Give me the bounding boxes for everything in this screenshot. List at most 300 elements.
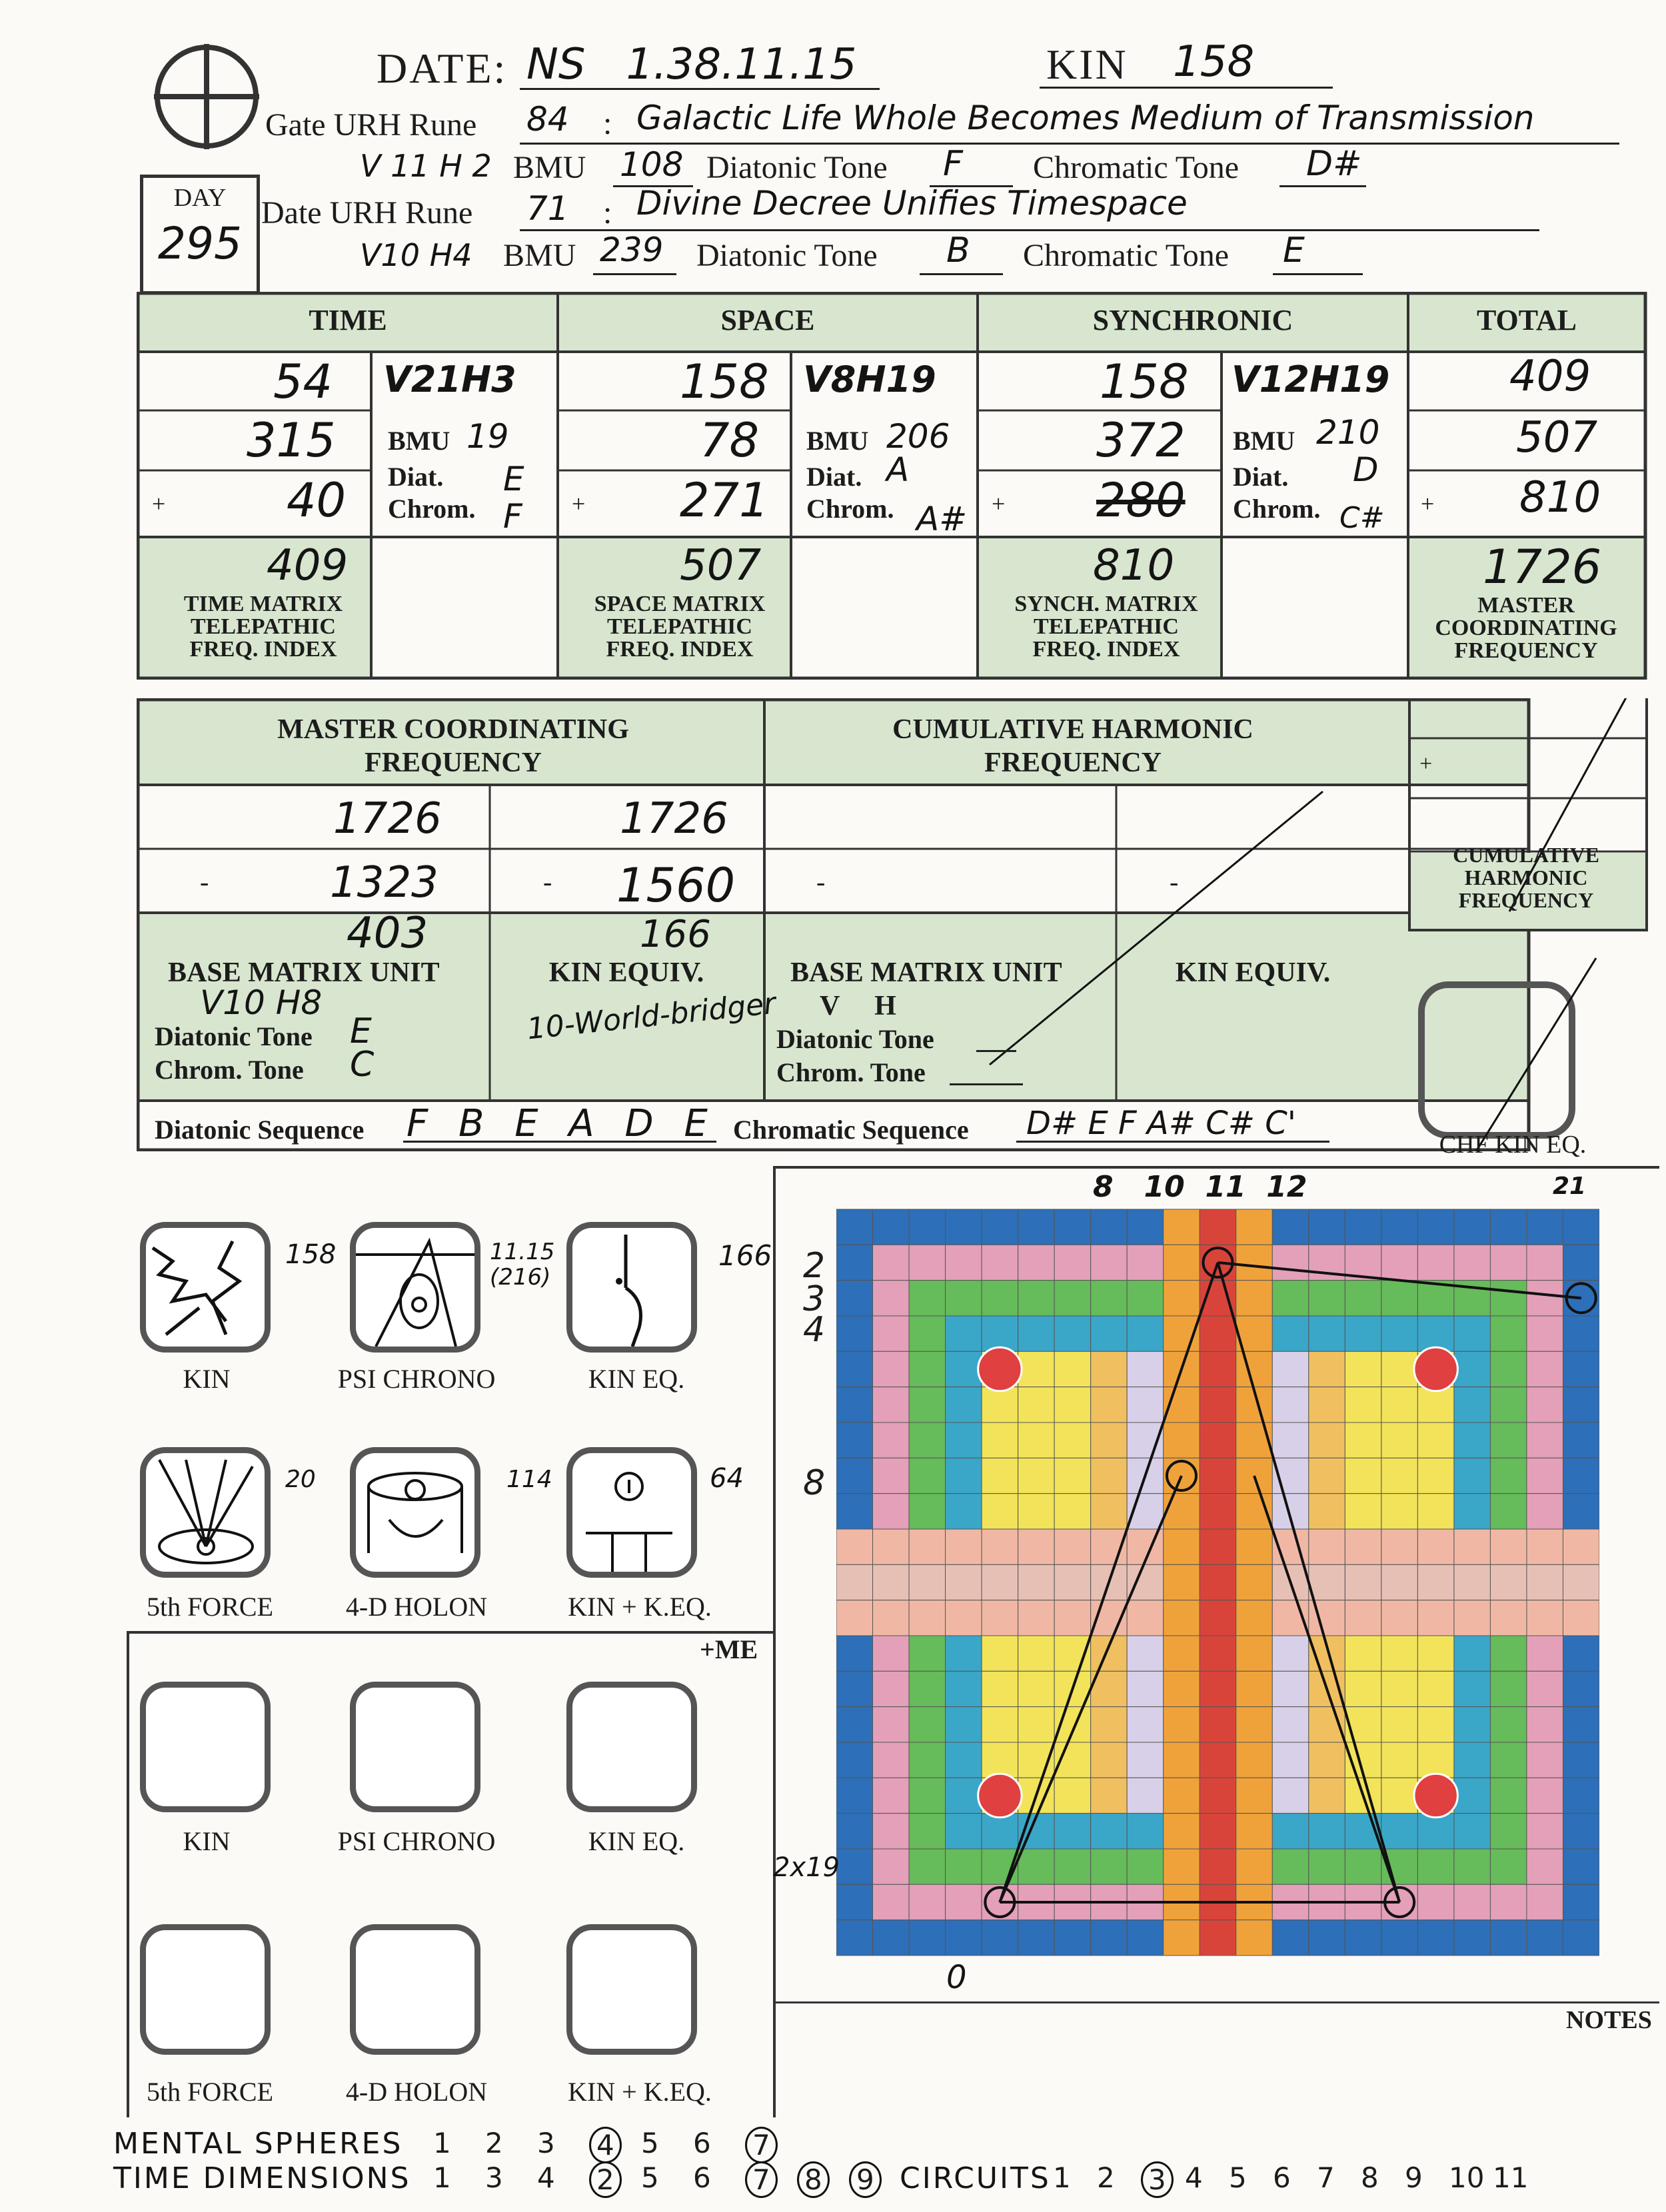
grid-cell <box>1200 1422 1236 1458</box>
grid-cell <box>873 1458 910 1493</box>
mcf-b1: 1726 <box>620 794 728 843</box>
grid-top-marks: 8 10 11 12 <box>1093 1170 1307 1204</box>
grid-cell <box>1454 1742 1491 1778</box>
right-kin-equiv-label: KIN EQUIV. <box>1175 957 1331 988</box>
grid-cell <box>1309 1529 1345 1564</box>
grid-cell <box>1018 1671 1055 1706</box>
grid-cell <box>1563 1458 1599 1493</box>
grid-cell <box>1454 1422 1491 1458</box>
grid-cell <box>836 1884 873 1920</box>
grid-cell <box>1054 1316 1091 1351</box>
gate-rune-value: 84 <box>526 100 569 139</box>
grid-cell <box>836 1600 873 1636</box>
grid-cell <box>946 1671 982 1706</box>
grid-cell <box>1091 1281 1128 1316</box>
grid-cell <box>1563 1245 1599 1280</box>
grid-cell <box>873 1814 910 1849</box>
td-list-item: 3 <box>485 2161 503 2194</box>
grid-cell <box>1272 1422 1309 1458</box>
grid-cell <box>1417 1316 1454 1351</box>
grid-cell <box>1127 1707 1164 1742</box>
grid-cell <box>1345 1458 1381 1493</box>
grid-cell <box>873 1671 910 1706</box>
grid-cell <box>1054 1564 1091 1600</box>
grid-cell <box>873 1387 910 1422</box>
grid-cell <box>1018 1707 1055 1742</box>
grid-cell <box>1417 1600 1454 1636</box>
grid-cell <box>1309 1387 1345 1422</box>
grid-cell <box>1018 1245 1055 1280</box>
grid-cell <box>1381 1636 1418 1671</box>
grid-cell <box>836 1920 873 1955</box>
grid-cell <box>1417 1458 1454 1493</box>
grid-cell <box>1527 1316 1563 1351</box>
grid-cell <box>1054 1209 1091 1245</box>
time-footer: TIME MATRIX TELEPATHIC FREQ. INDEX <box>183 592 343 662</box>
gate-chromatic-value: D# <box>1306 144 1362 184</box>
gate-rune-label: Gate URH Rune <box>265 107 477 143</box>
space-diat: A <box>886 450 910 489</box>
grid-cell <box>1200 1849 1236 1884</box>
grid-cell <box>1236 1636 1273 1671</box>
grid-cell <box>1563 1671 1599 1706</box>
synchronic-footer: SYNCH. MATRIX TELEPATHIC FREQ. INDEX <box>1014 592 1198 662</box>
grid-cell <box>1563 1529 1599 1564</box>
grid-cell <box>946 1316 982 1351</box>
grid-cell <box>1127 1387 1164 1422</box>
grid-cell <box>1091 1849 1128 1884</box>
grid-cell <box>1381 1814 1418 1849</box>
td-list-item: 5 <box>641 2161 659 2194</box>
grid-cell <box>1381 1671 1418 1706</box>
grid-cell <box>1091 1422 1128 1458</box>
grid-cell <box>1272 1849 1309 1884</box>
time-title: TIME <box>309 304 387 336</box>
grid-cell <box>1054 1245 1091 1280</box>
four-d-holon-label-1: 4-D HOLON <box>345 1592 488 1622</box>
grid-cell <box>1527 1458 1563 1493</box>
grid-cell <box>909 1209 946 1245</box>
grid-cell <box>1417 1636 1454 1671</box>
grid-cell <box>1236 1209 1273 1245</box>
grid-cell <box>1381 1742 1418 1778</box>
grid-cell <box>1164 1814 1200 1849</box>
grid-cell <box>1417 1849 1454 1884</box>
grid-cell <box>1454 1884 1491 1920</box>
total-footer: MASTER COORDINATING FREQUENCY <box>1435 593 1617 663</box>
grid-cell <box>836 1351 873 1386</box>
gate-bmu-label: BMU <box>513 150 586 185</box>
grid-cell <box>946 1458 982 1493</box>
mcf-b3: 166 <box>640 913 711 956</box>
space-n2: 78 <box>700 413 760 468</box>
grid-cell <box>1417 1707 1454 1742</box>
four-d-holon-glyph-empty <box>350 1924 480 2055</box>
grid-cell <box>946 1814 982 1849</box>
grid-cell <box>1091 1351 1128 1386</box>
grid-cell <box>1272 1671 1309 1706</box>
grid-cell <box>1454 1529 1491 1564</box>
grid-cell <box>836 1209 873 1245</box>
td-list-item: 7 <box>745 2161 778 2198</box>
grid-cell <box>1018 1316 1055 1351</box>
grid-cell <box>836 1422 873 1458</box>
grid-cell <box>909 1245 946 1280</box>
grid-cell <box>1272 1245 1309 1280</box>
grid-cell <box>909 1814 946 1849</box>
gate-diatonic-value: F <box>943 144 963 184</box>
grid-cell <box>1018 1209 1055 1245</box>
grid-cell <box>1309 1209 1345 1245</box>
grid-cell <box>836 1245 873 1280</box>
td-list-item: 4 <box>537 2161 555 2194</box>
grid-cell <box>1490 1281 1527 1316</box>
grid-cell <box>1164 1245 1200 1280</box>
grid-cell <box>909 1778 946 1813</box>
td-list-item: 1 <box>433 2161 451 2194</box>
grid-cell <box>1309 1849 1345 1884</box>
grid-cell <box>1236 1422 1273 1458</box>
grid-cell <box>1200 1778 1236 1813</box>
grid-cell <box>1527 1494 1563 1529</box>
grid-cell <box>909 1920 946 1955</box>
grid-cell <box>1309 1316 1345 1351</box>
grid-cell <box>1454 1494 1491 1529</box>
date-value: NS 1.38.11.15 <box>526 40 857 89</box>
grid-cell <box>1527 1636 1563 1671</box>
grid-cell <box>1091 1707 1128 1742</box>
grid-cell <box>1054 1920 1091 1955</box>
grid-cell <box>982 1209 1018 1245</box>
grid-cell <box>1345 1707 1381 1742</box>
grid-cell <box>1054 1529 1091 1564</box>
grid-cell <box>1345 1387 1381 1422</box>
notes-label: NOTES <box>1566 2006 1652 2034</box>
grid-cell <box>1164 1920 1200 1955</box>
grid-cell <box>1490 1742 1527 1778</box>
synchronic-bmu: 210 <box>1316 413 1380 452</box>
grid-cell <box>836 1742 873 1778</box>
grid-cell <box>1417 1671 1454 1706</box>
grid-cell <box>1164 1849 1200 1884</box>
grid-corner-mark: 21 <box>1553 1173 1587 1200</box>
grid-cell <box>1454 1778 1491 1813</box>
grid-cell <box>1272 1707 1309 1742</box>
grid-cell <box>1272 1209 1309 1245</box>
grid-cell <box>1563 1707 1599 1742</box>
right-vh: V H <box>820 991 896 1021</box>
grid-cell <box>1018 1422 1055 1458</box>
grid-cell <box>873 1564 910 1600</box>
grid-cell <box>1272 1636 1309 1671</box>
grid-cell <box>1054 1281 1091 1316</box>
grid-cell <box>1127 1351 1164 1386</box>
grid-cell <box>1563 1351 1599 1386</box>
grid-cell <box>1127 1209 1164 1245</box>
kin-eq-glyph-empty <box>566 1682 697 1812</box>
grid-cell <box>946 1281 982 1316</box>
grid-cell <box>836 1778 873 1813</box>
grid-cell <box>1309 1494 1345 1529</box>
grid-cell <box>1054 1814 1091 1849</box>
grid-cell <box>1490 1245 1527 1280</box>
grid-cell <box>1345 1564 1381 1600</box>
grid-cell <box>1490 1316 1527 1351</box>
psi-chrono-label-2: PSI CHRONO <box>337 1826 496 1856</box>
grid-cell <box>1417 1564 1454 1600</box>
synchronic-n3: 280 <box>1096 473 1186 528</box>
grid-cell <box>1272 1742 1309 1778</box>
grid-cell <box>1018 1849 1055 1884</box>
gate-bmu-value: 108 <box>620 145 684 184</box>
space-chrom: A# <box>916 500 968 538</box>
grid-cell <box>1563 1849 1599 1884</box>
grid-cell <box>1164 1778 1200 1813</box>
grid-cell <box>1164 1209 1200 1245</box>
time-n3: 40 <box>287 473 347 528</box>
grid-cell <box>1236 1920 1273 1955</box>
grid-cell <box>1236 1849 1273 1884</box>
time-bmu: 19 <box>466 417 509 456</box>
time-n1: 54 <box>273 354 333 409</box>
grid-cell <box>1309 1564 1345 1600</box>
grid-cell <box>909 1671 946 1706</box>
grid-cell <box>1454 1564 1491 1600</box>
grid-cell <box>1563 1778 1599 1813</box>
grid-cell <box>1490 1387 1527 1422</box>
grid-cell <box>1091 1245 1128 1280</box>
grid-cell <box>873 1742 910 1778</box>
grid-cell <box>1054 1422 1091 1458</box>
grid-cell <box>1454 1814 1491 1849</box>
grid-cell <box>836 1281 873 1316</box>
base-vh: V10 H8 <box>200 983 323 1022</box>
diatonic-tone-label: Diatonic Tone <box>155 1021 313 1051</box>
grid-cell <box>1381 1422 1418 1458</box>
grid-cell <box>1200 1387 1236 1422</box>
grid-center-circle <box>978 1347 1022 1390</box>
ci-list-item: 3 <box>1141 2161 1174 2198</box>
space-result: 507 <box>680 541 762 590</box>
grid-cell <box>1490 1458 1527 1493</box>
grid-cell <box>1490 1494 1527 1529</box>
date-rune-label: Date URH Rune <box>261 195 473 231</box>
date-bmu-value: 239 <box>600 231 664 269</box>
grid-cell <box>1127 1814 1164 1849</box>
grid-cell <box>1527 1884 1563 1920</box>
grid-cell <box>1018 1600 1055 1636</box>
grid-cell <box>1127 1671 1164 1706</box>
grid-left-mark-8: 8 <box>803 1463 826 1503</box>
grid-cell <box>1417 1494 1454 1529</box>
grid-cell <box>1054 1778 1091 1813</box>
grid-cell <box>1127 1742 1164 1778</box>
kin-label-2: KIN <box>183 1826 231 1856</box>
four-d-holon-label-2: 4-D HOLON <box>345 2077 488 2107</box>
chrom-tone-label: Chrom. Tone <box>155 1055 304 1085</box>
grid-cell <box>1200 1671 1236 1706</box>
grid-cell <box>873 1884 910 1920</box>
grid-cell <box>1563 1209 1599 1245</box>
time-n2: 315 <box>247 413 336 468</box>
grid-cell <box>1563 1884 1599 1920</box>
grid-cell <box>1272 1920 1309 1955</box>
grid-cell <box>1091 1458 1128 1493</box>
grid-cell <box>1527 1600 1563 1636</box>
grid-cell <box>1563 1600 1599 1636</box>
grid-cell <box>1236 1351 1273 1386</box>
grid-cell <box>1563 1422 1599 1458</box>
grid-cell <box>1272 1494 1309 1529</box>
grid-cell <box>1200 1636 1236 1671</box>
grid-cell <box>873 1281 910 1316</box>
gate-vh: V 11 H 2 <box>360 148 492 184</box>
grid-cell <box>1490 1422 1527 1458</box>
grid-cell <box>1236 1529 1273 1564</box>
td-list-item: 8 <box>797 2161 830 2198</box>
circuits-label: CIRCUITS <box>900 2161 1051 2195</box>
grid-cell <box>1527 1707 1563 1742</box>
grid-cell <box>1527 1529 1563 1564</box>
base-matrix-unit-label: BASE MATRIX UNIT <box>168 957 440 988</box>
mcf-a3: 403 <box>347 909 428 958</box>
grid-cell <box>836 1671 873 1706</box>
grid-cell <box>1127 1245 1164 1280</box>
grid-cell <box>1381 1209 1418 1245</box>
grid-cell <box>982 1564 1018 1600</box>
grid-cell <box>909 1707 946 1742</box>
grid-cell <box>1236 1778 1273 1813</box>
grid-cell <box>982 1422 1018 1458</box>
grid-cell <box>1417 1884 1454 1920</box>
grid-cell <box>1236 1564 1273 1600</box>
grid-cell <box>1345 1600 1381 1636</box>
grid-cell <box>982 1281 1018 1316</box>
space-vh: V8H19 <box>803 358 936 400</box>
diatonic-tone-value: E <box>350 1011 372 1051</box>
grid-cell <box>1381 1564 1418 1600</box>
grid-cell <box>873 1245 910 1280</box>
kin-label: KIN <box>1046 41 1128 88</box>
ci-list-item: 4 <box>1185 2161 1203 2194</box>
ms-list-item: 3 <box>537 2127 555 2159</box>
grid-cell <box>982 1316 1018 1351</box>
grid-cell <box>1200 1494 1236 1529</box>
ms-list-item: 4 <box>589 2127 622 2163</box>
kin-eq-glyph <box>566 1222 697 1353</box>
grid-cell <box>909 1458 946 1493</box>
grid-cell <box>1527 1671 1563 1706</box>
kin-value: 158 <box>1173 37 1255 87</box>
grid-cell <box>982 1245 1018 1280</box>
grid-cell <box>1054 1351 1091 1386</box>
kin-plus-keq-glyph-empty <box>566 1924 697 2055</box>
grid-cell <box>1091 1316 1128 1351</box>
grid-cell <box>946 1707 982 1742</box>
grid-cell <box>1127 1316 1164 1351</box>
grid-cell <box>1200 1920 1236 1955</box>
grid-cell <box>909 1884 946 1920</box>
grid-center-circle <box>978 1774 1022 1817</box>
grid-cell <box>873 1316 910 1351</box>
synchronic-chrom: C# <box>1339 501 1385 535</box>
grid-cell <box>1417 1387 1454 1422</box>
grid-cell <box>873 1529 910 1564</box>
grid-cell <box>1200 1814 1236 1849</box>
grid-cell <box>946 1742 982 1778</box>
ci-list-item: 11 <box>1493 2161 1529 2194</box>
grid-cell <box>946 1529 982 1564</box>
grid-cell <box>946 1849 982 1884</box>
grid-cell <box>1018 1458 1055 1493</box>
grid-cell <box>1164 1422 1200 1458</box>
synchronic-n2: 372 <box>1096 413 1186 468</box>
grid-cell <box>1164 1636 1200 1671</box>
grid-cell <box>1164 1529 1200 1564</box>
grid-cell <box>873 1920 910 1955</box>
time-result: 409 <box>267 541 349 590</box>
grid-cell <box>1164 1494 1200 1529</box>
grid-cell <box>1345 1636 1381 1671</box>
grid-cell <box>1164 1742 1200 1778</box>
grid-cell <box>909 1316 946 1351</box>
td-list-item: 6 <box>693 2161 711 2194</box>
grid-cell <box>1563 1387 1599 1422</box>
grid-cell <box>1563 1636 1599 1671</box>
grid-cell <box>1164 1600 1200 1636</box>
grid-left-mark-3: 3 <box>803 1279 826 1319</box>
gate-chromatic-label: Chromatic Tone <box>1033 150 1240 185</box>
space-title: SPACE <box>720 304 815 336</box>
date-chromatic-value: E <box>1283 231 1305 271</box>
grid-cell <box>1454 1707 1491 1742</box>
grid-cell <box>1200 1351 1236 1386</box>
time-chrom: F <box>503 497 522 536</box>
grid-cell <box>1091 1778 1128 1813</box>
grid-cell <box>1381 1600 1418 1636</box>
grid-cell <box>836 1707 873 1742</box>
grid-cell <box>909 1636 946 1671</box>
grid-cell <box>982 1494 1018 1529</box>
grid-cell <box>1164 1671 1200 1706</box>
grid-cell <box>1490 1529 1527 1564</box>
grid-cell <box>1018 1636 1055 1671</box>
fifth-force-glyph <box>140 1447 271 1578</box>
chromatic-sequence-label: Chromatic Sequence <box>733 1115 969 1145</box>
grid-cell <box>982 1387 1018 1422</box>
grid-cell <box>1309 1351 1345 1386</box>
grid-cell <box>836 1564 873 1600</box>
gate-diatonic-label: Diatonic Tone <box>706 150 888 185</box>
grid-cell <box>873 1422 910 1458</box>
grid-cell <box>1236 1814 1273 1849</box>
grid-cell <box>1309 1778 1345 1813</box>
grid-cell <box>909 1387 946 1422</box>
grid-cell <box>836 1814 873 1849</box>
grid-cell <box>1454 1671 1491 1706</box>
grid-cell <box>873 1636 910 1671</box>
grid-cell <box>909 1281 946 1316</box>
grid-cell <box>1417 1422 1454 1458</box>
grid-cell <box>946 1636 982 1671</box>
grid-cell <box>1236 1245 1273 1280</box>
grid-cell <box>1236 1671 1273 1706</box>
grid-cell <box>1127 1564 1164 1600</box>
grid-cell <box>1381 1529 1418 1564</box>
time-diat: E <box>503 460 524 498</box>
grid-bottom-mark: 0 <box>946 1959 967 1996</box>
ci-list-item: 7 <box>1317 2161 1335 2194</box>
